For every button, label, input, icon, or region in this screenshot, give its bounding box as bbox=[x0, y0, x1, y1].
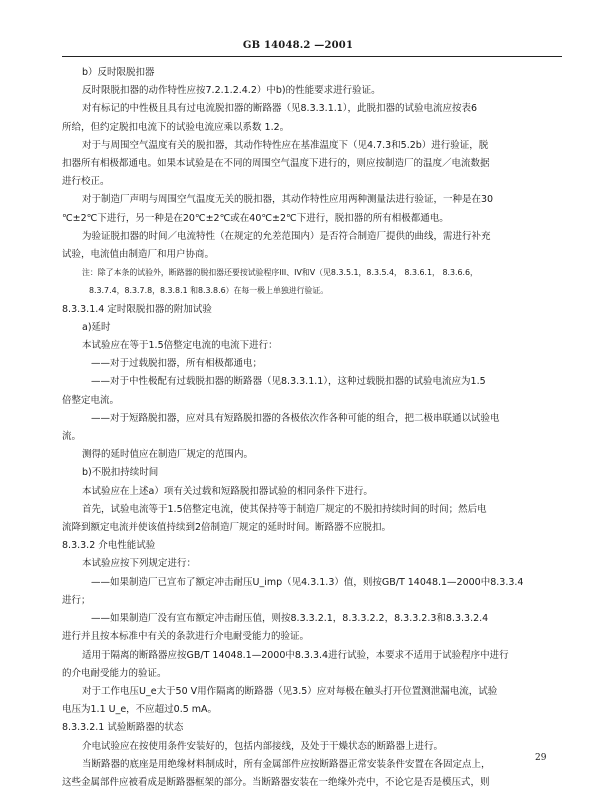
body-text-line: 对于工作电压U_e大于50 V用作隔离的断路器（见3.5）应对每极在触头打开位置测泄漏电流，试验 bbox=[82, 685, 498, 697]
body-text-line: 本试验应按下列规定进行： bbox=[82, 558, 197, 570]
header-divider bbox=[62, 56, 562, 57]
clause-heading: b）反时限脱扣器 bbox=[82, 67, 155, 78]
body-text-line: 试验，电流值由制造厂和用户协商。 bbox=[62, 249, 215, 261]
body-text-line: 反时限脱扣器的动作特性应按7.2.1.2.4.2）中b)的性能要求进行验证。 bbox=[82, 85, 381, 97]
body-text-line: 流降到额定电流并使该值持续到2倍制造厂规定的延时时间。断路器不应脱扣。 bbox=[62, 522, 392, 534]
list-item: ——对于短路脱扣器，应对具有短路脱扣器的各极依次作各种可能的组合，把二极串联通以试验电 bbox=[91, 412, 500, 424]
page-number: 29 bbox=[535, 753, 547, 763]
body-text-line: 的介电耐受能力的验证。 bbox=[62, 667, 167, 679]
body-text-line: 当断路器的底座是用绝缘材料制成时，所有金属部件应按断路器正常安装条件安置在各固定点上， bbox=[82, 758, 491, 770]
body-text-line: 进行； bbox=[62, 594, 91, 606]
body-text-line: 电压为1.1 U_e，不应超过0.5 mA。 bbox=[62, 704, 218, 716]
section-heading: 8.3.3.2 介电性能试验 bbox=[62, 540, 156, 552]
list-item: ——对于中性极配有过载脱扣器的断路器（见8.3.3.1.1），这种过载脱扣器的试验电流应为1.5 bbox=[91, 376, 486, 388]
body-text-line: 对有标记的中性极且具有过电流脱扣器的断路器（见8.3.3.1.1），此脱扣器的试验电流应按表6 bbox=[82, 103, 478, 115]
body-text-line: 测得的延时值应在制造厂规定的范围内。 bbox=[82, 449, 254, 461]
body-text-line: 这些金属部件应被看成是断路器框架的部分。当断路器安装在一绝缘外壳中，不论它是否是模压式，则 bbox=[62, 776, 490, 788]
body-text-line: 介电试验应在按使用条件安装好的，包括内部接线，及处于干燥状态的断路器上进行。 bbox=[82, 740, 444, 752]
clause-heading: b)不脱扣持续时间 bbox=[82, 467, 159, 479]
body-text-line: 进行并且按本标准中有关的条款进行介电耐受能力的验证。 bbox=[62, 631, 310, 643]
body-text-line: 进行校正。 bbox=[62, 176, 110, 188]
note-text-line: 注：除了本条的试验外，断路器的脱扣器还要按试验程序III、IV和V（见8.3.5.1，8.3.5.4， 8.3.6.1， 8.3.6.6， bbox=[82, 268, 478, 278]
body-text-line: 首先，试验电流等于1.5倍整定电流，使其保持等于制造厂规定的不脱扣持续时间的时间；然后电 bbox=[82, 503, 487, 515]
body-text-line: 所给，但约定脱扣电流下的试验电流应乘以系数 1.2。 bbox=[62, 121, 290, 133]
body-text-line: 流。 bbox=[62, 431, 82, 443]
body-text-line: 对于制造厂声明与周围空气温度无关的脱扣器，其动作特性应用两种测量法进行验证，一种是在30 bbox=[82, 194, 494, 206]
document-body bbox=[62, 64, 562, 792]
body-text-line: 本试验应在等于1.5倍整定电流的电流下进行： bbox=[82, 340, 278, 352]
body-text-line: 本试验应在上述a）项有关过载和短路脱扣器试验的相同条件下进行。 bbox=[82, 485, 373, 497]
body-text-line: ℃±2℃下进行，另一种是在20℃±2℃或在40℃±2℃下进行，脱扣器的所有相极都通电。 bbox=[62, 212, 449, 224]
body-text-line: 倍整定电流。 bbox=[62, 394, 120, 406]
body-text-line: 为验证脱扣器的时间／电流特性（在规定的允差范围内）是否符合制造厂提供的曲线，需进行补充 bbox=[82, 230, 491, 242]
list-item: ——如果制造厂已宣布了额定冲击耐压U_imp（见4.3.1.3）值，则按GB/T 14048.1—2000中8.3.3.4 bbox=[91, 576, 524, 588]
list-item: ——如果制造厂没有宣布额定冲击耐压值，则按8.3.3.2.1，8.3.3.2.2，8.3.3.2.3和8.3.3.2.4 bbox=[91, 613, 489, 625]
note-text-line: 8.3.7.4，8.3.7.8，8.3.8.1 和8.3.8.6）在每一极上单独进行验证。 bbox=[89, 286, 329, 296]
section-heading: 8.3.3.1.4 定时限脱扣器的附加试验 bbox=[62, 303, 212, 315]
body-text-line: 对于与周围空气温度有关的脱扣器，其动作特性应在基准温度下（见4.7.3和5.2b）进行验证，脱 bbox=[82, 139, 489, 151]
document-header-title: GB 14048.2 —2001 bbox=[242, 40, 354, 51]
clause-heading: a)延时 bbox=[82, 321, 111, 333]
list-item: ——对于过载脱扣器，所有相极都通电； bbox=[91, 358, 263, 370]
section-heading: 8.3.3.2.1 试验断路器的状态 bbox=[62, 722, 184, 734]
body-text-line: 适用于隔离的断路器应按GB/T 14048.1—2000中8.3.3.4进行试验，本要求不适用于试验程序中进行 bbox=[82, 649, 509, 661]
body-text-line: 扣器所有相极都通电。如果本试验是在不同的周围空气温度下进行的，则应按制造厂的温度／电流数据 bbox=[62, 158, 490, 170]
